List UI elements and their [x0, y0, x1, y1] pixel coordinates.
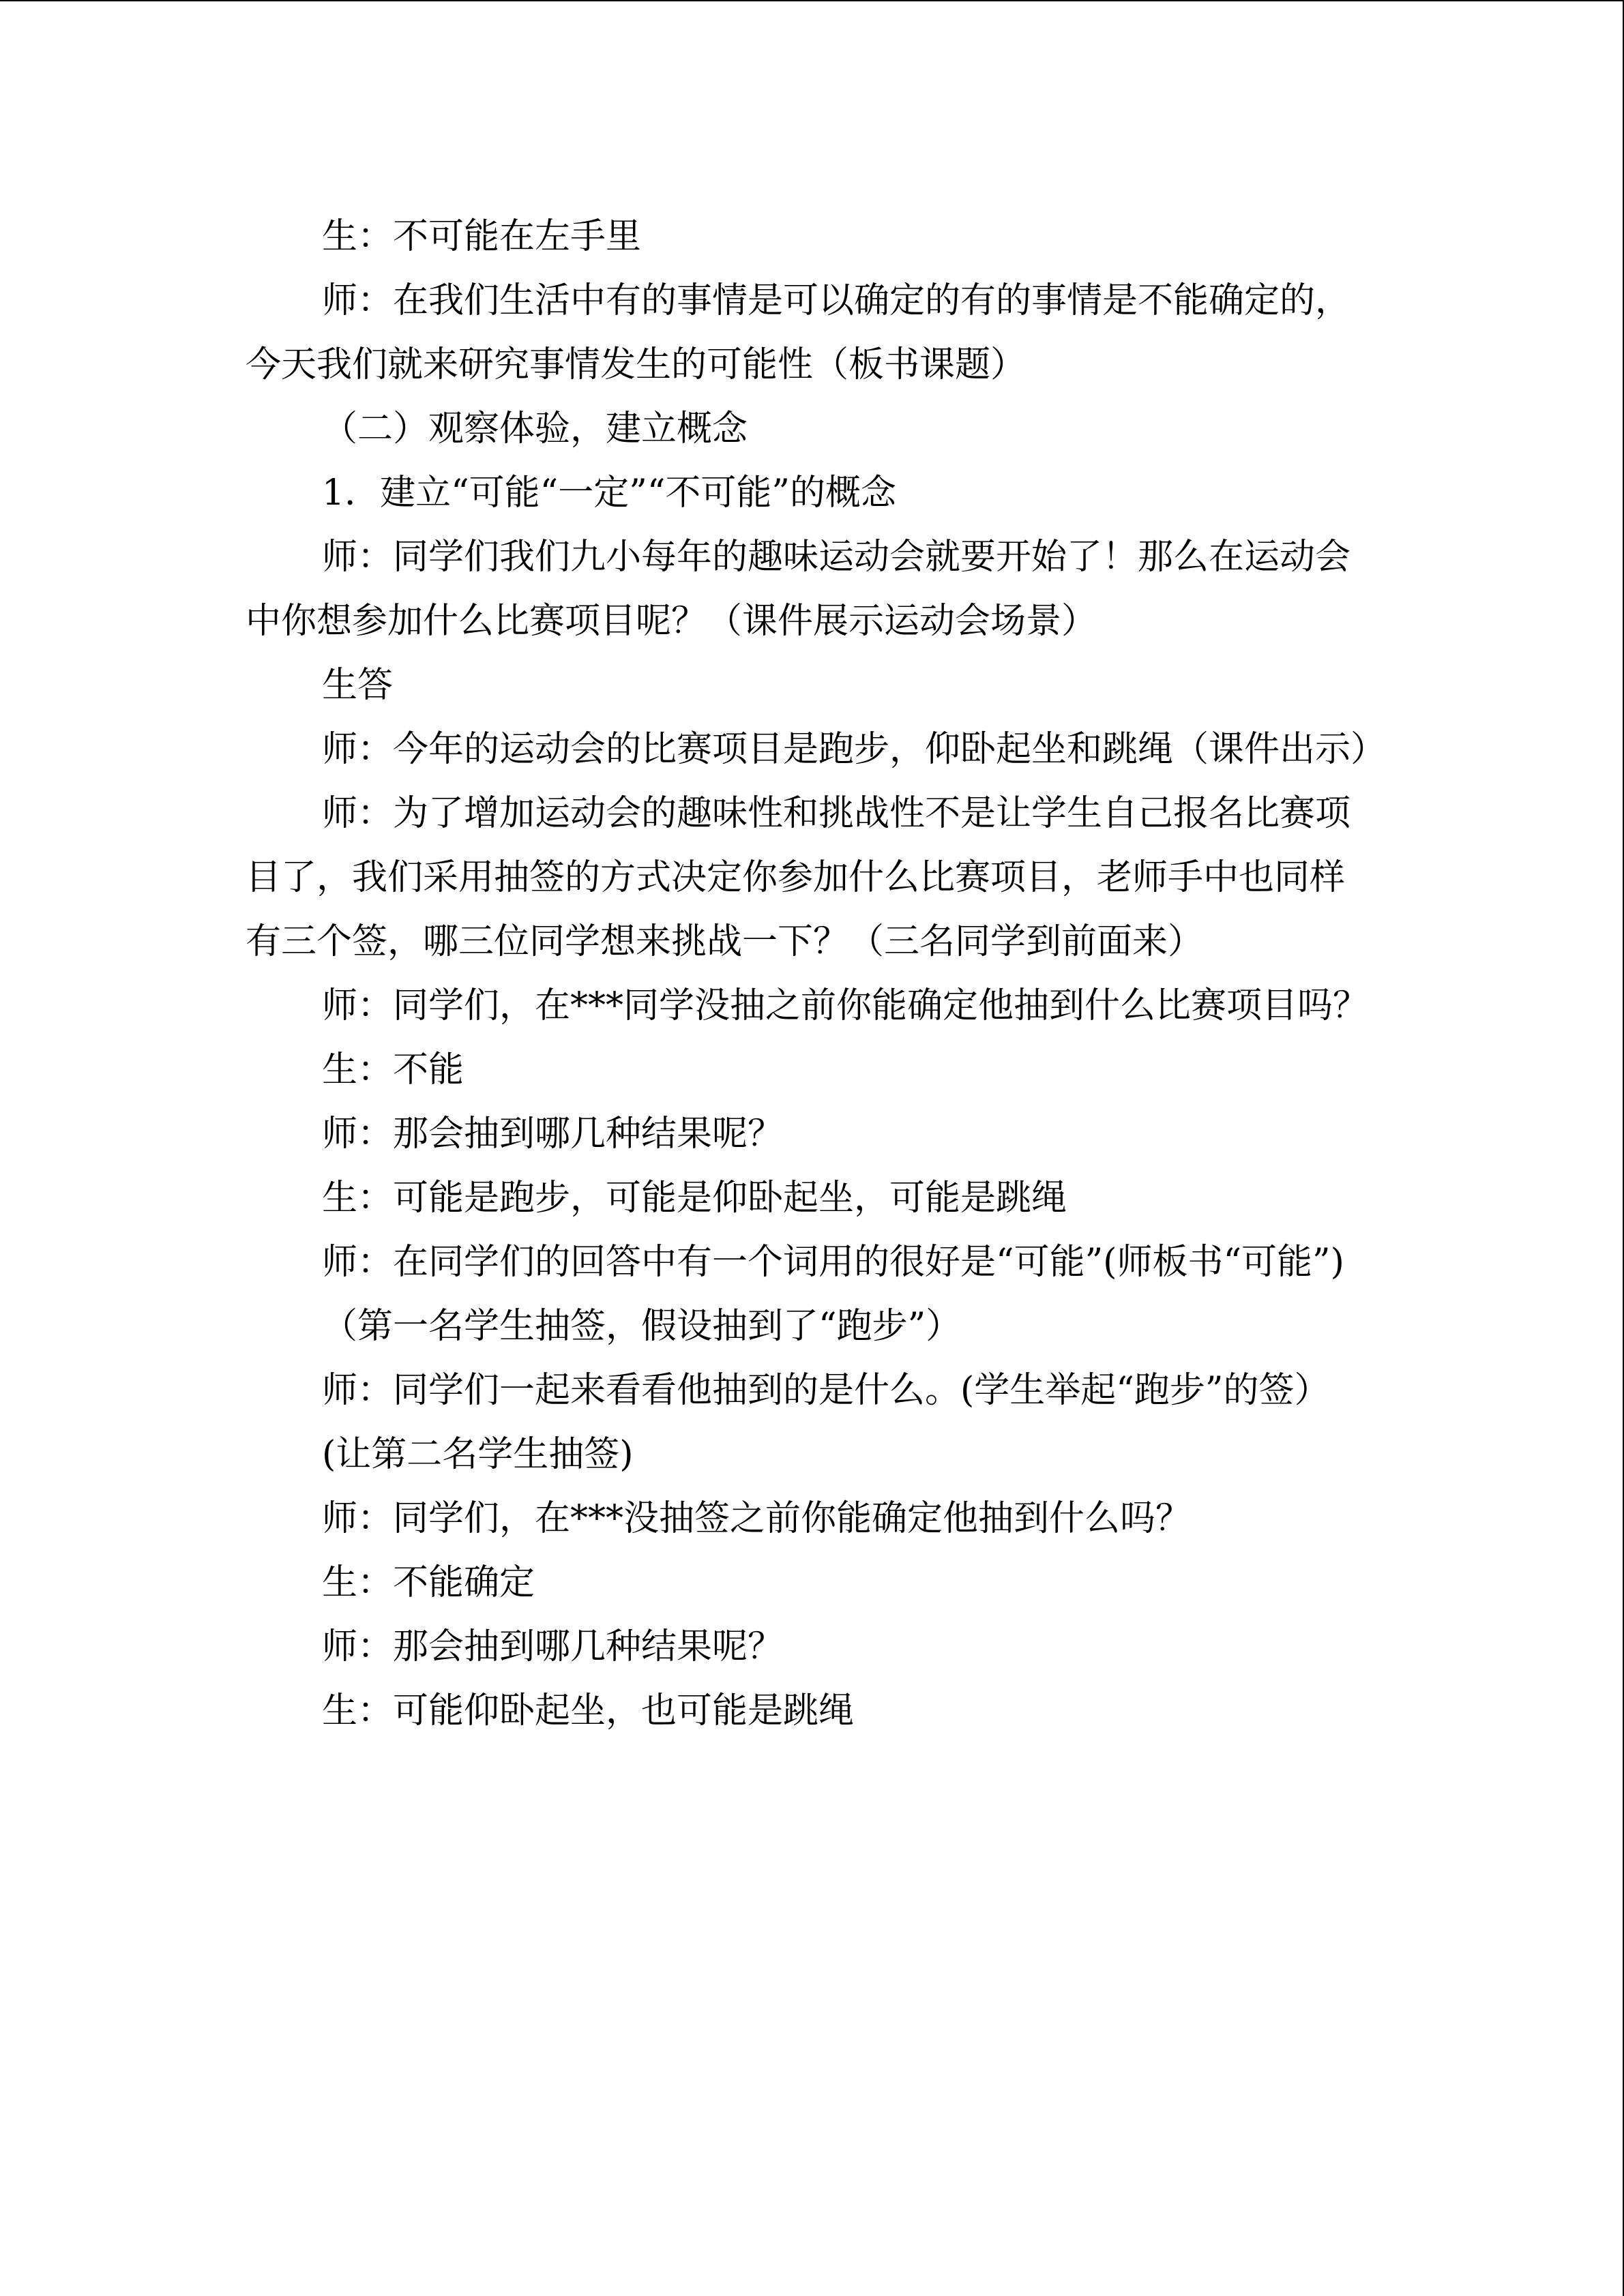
subsection-heading: 1．建立“可能“一定”“不可能”的概念	[322, 473, 897, 513]
paragraph: 师：同学们，在***同学没抽之前你能确定他抽到什么比赛项目吗？	[322, 985, 1369, 1026]
paragraph: (让第二名学生抽签)	[322, 1434, 634, 1475]
paragraph: 生：可能是跑步，可能是仰卧起坐，可能是跳绳	[322, 1178, 1067, 1219]
paragraph: 师：在我们生活中有的事情是可以确定的有的事情是不能确定的，今天我们就来研究事情发生的可能性（板书课题）	[246, 280, 1351, 385]
paragraph: 师：今年的运动会的比赛项目是跑步，仰卧起坐和跳绳（课件出示）	[322, 729, 1387, 770]
paragraph: 生：不可能在左手里	[322, 216, 642, 257]
paragraph: 生：可能仰卧起坐，也可能是跳绳	[322, 1690, 855, 1731]
section-heading: （二）观察体验，建立概念	[322, 408, 748, 449]
paragraph: 师：那会抽到哪几种结果呢？	[322, 1626, 784, 1667]
paragraph: （第一名学生抽签，假设抽到了“跑步”）	[322, 1306, 962, 1347]
paragraph: 师：那会抽到哪几种结果呢？	[322, 1114, 784, 1154]
paragraph: 师：同学们，在***没抽签之前你能确定他抽到什么吗？	[322, 1498, 1192, 1539]
paragraph: 生答	[322, 665, 394, 706]
paragraph: 师：同学们我们九小每年的趣味运动会就要开始了！那么在运动会中你想参加什么比赛项目呢？（课件展示运动会场景）	[246, 537, 1351, 642]
paragraph: 师：为了增加运动会的趣味性和挑战性不是让学生自己报名比赛项目了，我们采用抽签的方式决定你参加什么比赛项目，老师手中也同样有三个签，哪三位同学想来挑战一下？（三名同学到前面来）	[246, 793, 1351, 962]
paragraph: 师：在同学们的回答中有一个词用的很好是“可能”(师板书“可能”)	[322, 1242, 1344, 1283]
paragraph: 师：同学们一起来看看他抽到的是什么。(学生举起“跑步”的签）	[322, 1370, 1330, 1411]
document-body	[246, 205, 1387, 1743]
paragraph: 生：不能确定	[322, 1562, 535, 1603]
paragraph: 生：不能	[322, 1049, 464, 1090]
